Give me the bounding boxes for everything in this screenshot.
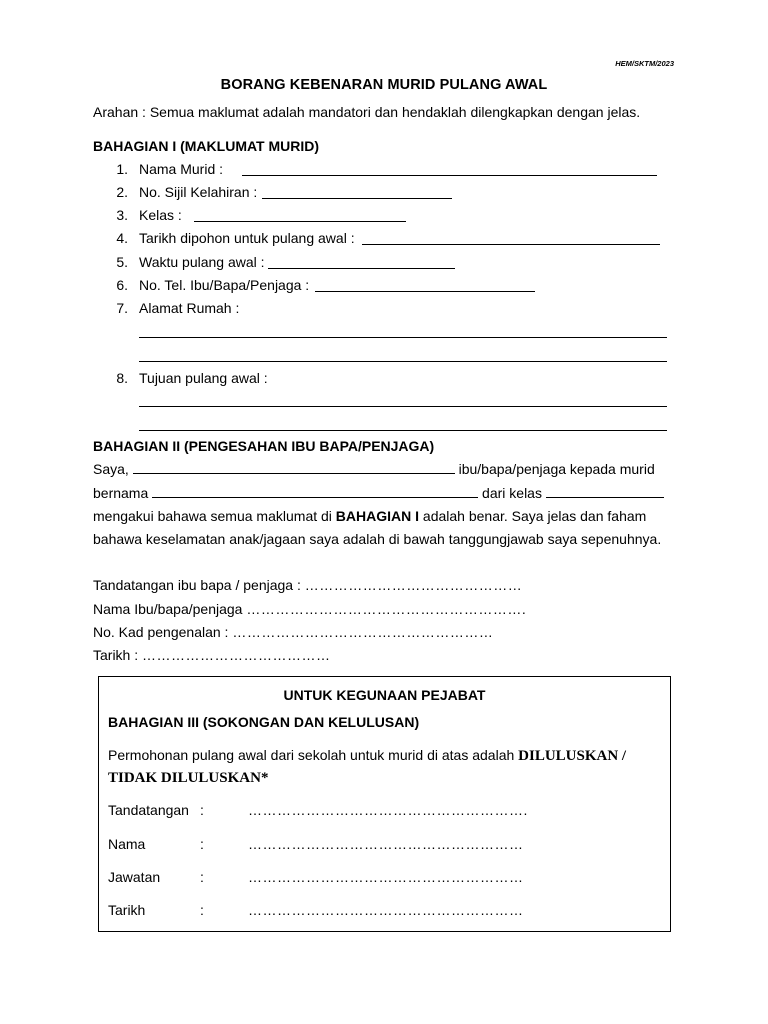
leave-reason-line-1[interactable] — [139, 406, 667, 407]
approved-option[interactable]: DILULUSKAN / — [518, 748, 627, 764]
instruction-text: Arahan : Semua maklumat adalah mandatori dan hendaklah dilengkapkan dengan jelas. — [93, 104, 641, 120]
parent-phone-line[interactable] — [315, 291, 535, 292]
dari-kelas-text: dari kelas — [482, 485, 542, 501]
item-number: 8. — [116, 370, 128, 386]
leave-reason-label: Tujuan pulang awal : — [139, 370, 268, 386]
office-signature-colon: : — [200, 802, 204, 818]
office-position-colon: : — [200, 869, 204, 885]
home-address-line-1[interactable] — [139, 337, 667, 338]
office-date-colon: : — [200, 902, 204, 918]
not-approved-option[interactable]: TIDAK DILULUSKAN* — [108, 770, 269, 786]
item-number: 4. — [116, 230, 128, 246]
student-name-line[interactable] — [242, 175, 657, 176]
parent-date-dots[interactable]: ………………………………… — [142, 647, 331, 663]
approval-text: Permohonan pulang awal dari sekolah untuk murid di atas adalah DILULUSKAN / — [108, 747, 627, 764]
section-2-heading: BAHAGIAN II (PENGESAHAN IBU BAPA/PENJAGA) — [93, 438, 435, 454]
office-name-label: Nama — [108, 836, 146, 852]
saya-text: Saya, — [93, 461, 129, 477]
home-address-label: Alamat Rumah : — [139, 300, 240, 316]
parent-name-dots[interactable]: …………………………………………………. — [246, 601, 527, 617]
parent-declaration-line-4: bahawa keselamatan anak/jagaan saya adalah di bawah tanggungjawab saya sepenuhnya. — [93, 531, 662, 547]
parent-signature-dots[interactable]: ……………………………………… — [304, 577, 523, 593]
parent-ic-label: No. Kad pengenalan : — [93, 624, 229, 640]
item-number: 6. — [116, 277, 128, 293]
parent-date-row — [93, 647, 331, 663]
item-number: 5. — [116, 254, 128, 270]
parent-name-label: Nama Ibu/bapa/penjaga — [93, 601, 243, 617]
leave-time-label: Waktu pulang awal : — [139, 254, 265, 270]
parent-role-text: ibu/bapa/penjaga kepada murid — [458, 461, 655, 477]
parent-name-row — [93, 601, 526, 617]
office-date-dots[interactable]: ………………………………………………… — [248, 902, 524, 918]
parent-date-label: Tarikh : — [93, 647, 139, 663]
bernama-text: bernama — [93, 485, 149, 501]
reference-code: HEM/SKTM/2023 — [615, 59, 674, 68]
item-number: 7. — [116, 300, 128, 316]
section-1-heading: BAHAGIAN I (MAKLUMAT MURID) — [93, 138, 320, 154]
leave-time-line[interactable] — [268, 268, 455, 269]
parent-ic-dots[interactable]: ……………………………………………… — [232, 624, 494, 640]
item-number: 1. — [116, 161, 128, 177]
parent-declaration-line-3: mengakui bahawa semua maklumat di BAHAGIAN I adalah benar. Saya jelas dan faham — [93, 508, 647, 524]
office-use-title: UNTUK KEGUNAAN PEJABAT — [283, 687, 486, 703]
parent-declaration-line-2 — [93, 485, 664, 501]
parent-phone-label: No. Tel. Ibu/Bapa/Penjaga : — [139, 277, 310, 293]
birth-cert-line[interactable] — [262, 198, 452, 199]
form-title: BORANG KEBENARAN MURID PULANG AWAL — [220, 77, 548, 93]
office-position-dots[interactable]: ………………………………………………… — [248, 869, 524, 885]
parent-name-fill[interactable] — [133, 461, 455, 474]
item-number: 3. — [116, 207, 128, 223]
office-date-label: Tarikh — [108, 902, 146, 918]
request-date-line[interactable] — [362, 244, 660, 245]
leave-reason-line-2[interactable] — [139, 430, 667, 431]
item-number: 2. — [116, 184, 128, 200]
bahagian-1-ref: BAHAGIAN I — [335, 508, 420, 524]
class-fill[interactable] — [546, 485, 664, 498]
request-date-label: Tarikh dipohon untuk pulang awal : — [139, 230, 355, 246]
student-name-label: Nama Murid : — [139, 161, 224, 177]
office-name-colon: : — [200, 836, 204, 852]
parent-signature-label: Tandatangan ibu bapa / penjaga : — [93, 577, 301, 593]
office-name-dots[interactable]: ………………………………………………… — [248, 836, 524, 852]
class-line[interactable] — [194, 221, 406, 222]
office-position-label: Jawatan — [108, 869, 161, 885]
birth-cert-label: No. Sijil Kelahiran : — [139, 184, 258, 200]
parent-declaration-line-1 — [93, 461, 655, 477]
home-address-line-2[interactable] — [139, 361, 667, 362]
office-signature-dots[interactable]: …………………………………………………. — [248, 802, 528, 818]
section-3-heading: BAHAGIAN III (SOKONGAN DAN KELULUSAN) — [108, 714, 420, 730]
student-name-fill[interactable] — [152, 485, 478, 498]
class-label: Kelas : — [139, 207, 182, 223]
parent-ic-row — [93, 624, 493, 640]
office-signature-label: Tandatangan — [108, 802, 189, 818]
parent-signature-row — [93, 577, 522, 593]
